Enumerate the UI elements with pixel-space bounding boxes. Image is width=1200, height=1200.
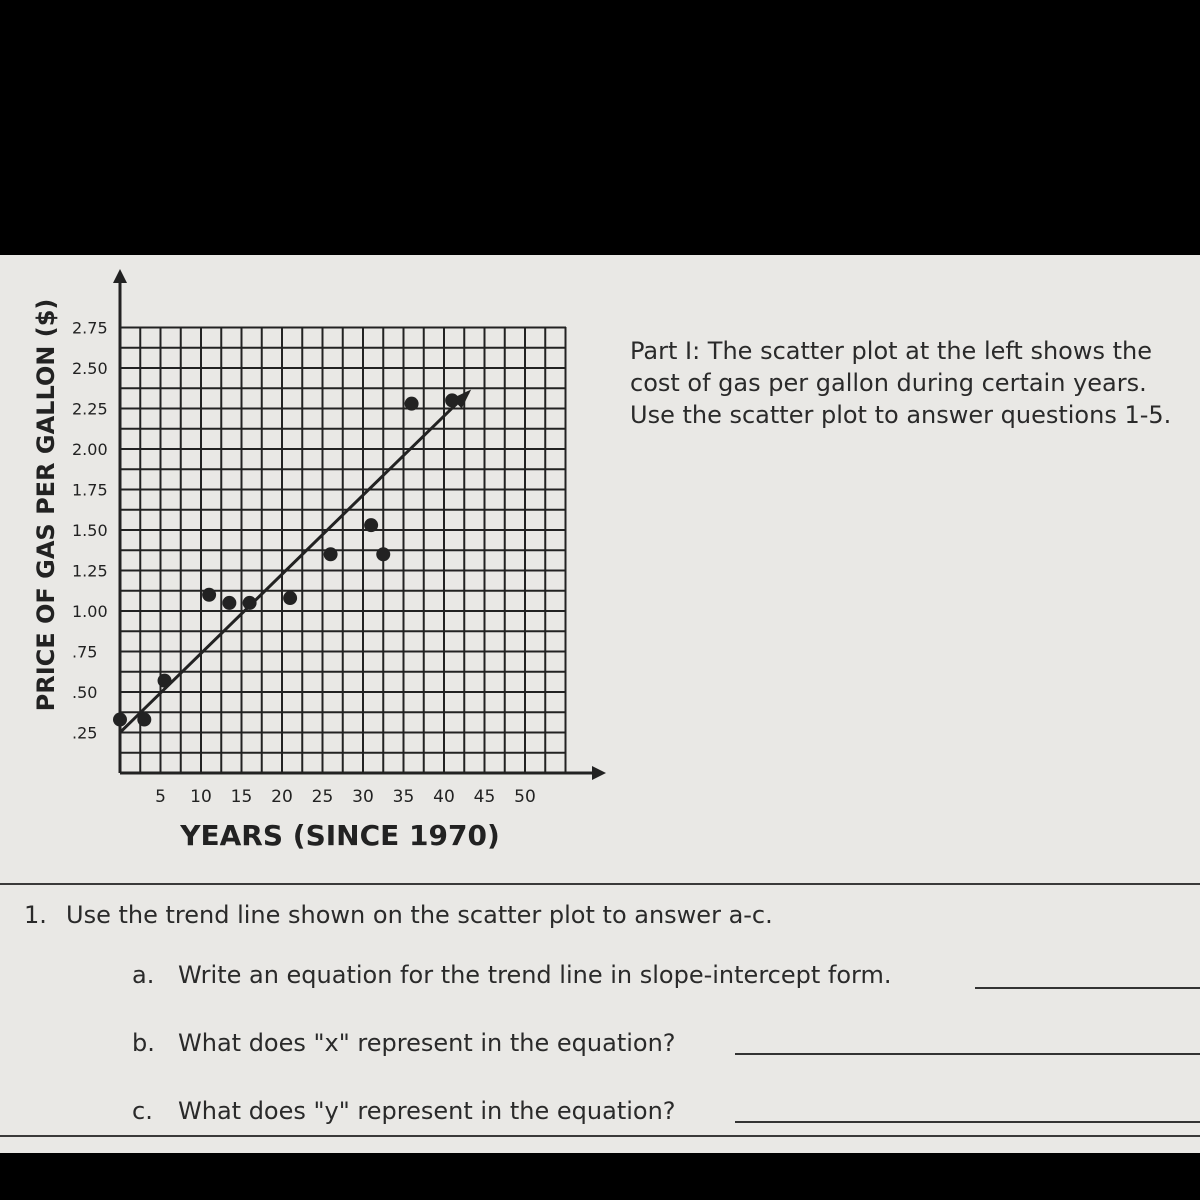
y-tick-label: 2.75 [72,318,108,338]
x-axis-title: YEARS (SINCE 1970) [180,819,500,852]
sub-question-text: What does "x" represent in the equation? [178,1029,676,1057]
x-tick-label: 50 [514,787,536,807]
data-point [405,397,419,411]
sub-question-text: Write an equation for the trend line in slope-intercept form. [178,961,892,989]
data-point [283,591,297,605]
x-tick-label: 35 [392,787,415,807]
worksheet-page [0,255,1200,1153]
y-tick-label: .50 [72,683,98,702]
question-1a [132,961,891,989]
sub-question-letter: a. [132,961,155,989]
sub-question-letter: c. [132,1097,153,1125]
data-point [113,713,127,727]
x-tick-label: 5 [155,787,166,807]
x-tick-label: 15 [230,787,253,807]
y-axis-title: PRICE OF GAS PER GALLON ($) [32,298,60,712]
x-tick-label: 30 [352,787,374,807]
data-point [376,547,390,561]
data-point [243,596,257,610]
data-point [364,518,378,532]
data-point [324,547,338,561]
y-tick-label: 2.00 [72,440,108,459]
data-point [158,674,172,688]
data-point [222,596,236,610]
y-tick-label: 2.25 [72,399,108,419]
x-tick-label: 25 [311,787,334,807]
x-axis-arrow-icon [592,766,606,780]
question-1 [24,901,773,929]
question-number: 1. [24,901,47,929]
y-tick-label: 1.25 [72,561,108,581]
trend-line [120,392,468,732]
data-point [202,588,216,602]
x-tick-label: 20 [271,787,293,807]
section-divider [0,883,1200,885]
question-1c [132,1097,676,1125]
x-tick-label: 45 [473,787,496,807]
data-point [137,713,151,727]
y-tick-label: 1.50 [72,521,108,540]
intro-paragraph: Part I: The scatter plot at the left shows the cost of gas per gallon during certain years. Use the scatter plot to answer questions 1-5. [630,337,1172,429]
answer-blank-b[interactable] [735,1053,1200,1055]
answer-blank-c[interactable] [735,1121,1200,1123]
y-tick-label: 1.00 [72,602,108,621]
y-tick-label: 1.75 [72,480,108,500]
y-tick-label: 2.50 [72,359,108,378]
y-axis-arrow-icon [113,269,127,283]
question-1b [132,1029,676,1057]
section-divider-bottom [0,1135,1200,1137]
question-text: Use the trend line shown on the scatter plot to answer a-c. [66,901,773,929]
x-tick-label: 40 [433,787,455,807]
answer-blank-a[interactable] [975,987,1200,989]
y-tick-label: .25 [72,723,98,743]
sub-question-letter: b. [132,1029,155,1057]
data-point [445,393,459,407]
x-tick-label: 10 [190,787,212,807]
y-tick-label: .75 [72,642,98,662]
sub-question-text: What does "y" represent in the equation? [178,1097,676,1125]
